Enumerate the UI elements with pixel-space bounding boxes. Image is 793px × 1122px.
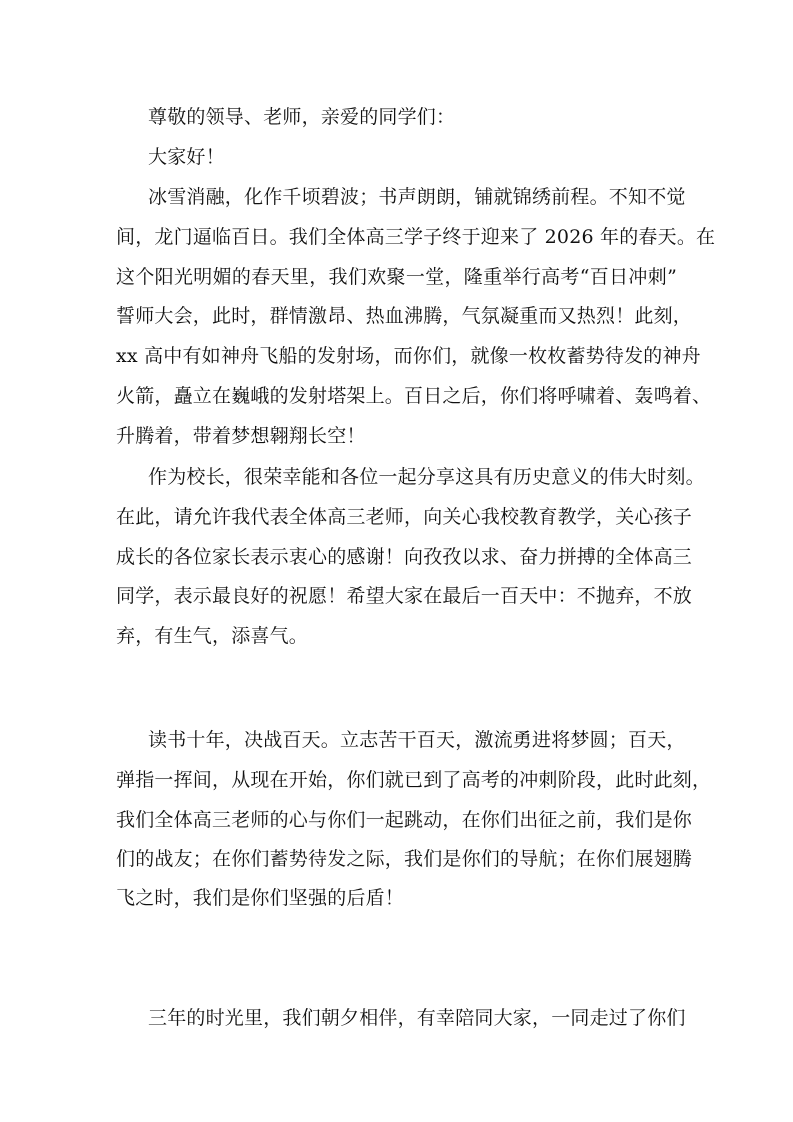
paragraph-line: 冰雪消融，化作千顷碧波；书声朗朗，铺就锦绣前程。不知不觉 bbox=[148, 186, 686, 208]
greeting: 大家好！ bbox=[148, 146, 225, 168]
paragraph-line: 作为校长，很荣幸能和各位一起分享这具有历史意义的伟大时刻。 bbox=[148, 466, 705, 488]
salutation: 尊敬的领导、老师，亲爱的同学们： bbox=[148, 106, 456, 128]
paragraph-line: 升腾着，带着梦想翱翔长空！ bbox=[116, 425, 366, 447]
paragraph-line: 我们全体高三老师的心与你们一起跳动，在你们出征之前，我们是你 bbox=[116, 809, 693, 831]
paragraph-line: 誓师大会，此时，群情激昂、热血沸腾，气氛凝重而又热烈！此刻， bbox=[116, 305, 693, 327]
paragraph-line: 间，龙门逼临百日。我们全体高三学子终于迎来了 2026 年的春天。在 bbox=[116, 226, 716, 248]
paragraph-line: 这个阳光明媚的春天里，我们欢聚一堂，隆重举行高考“百日冲刺” bbox=[116, 266, 677, 288]
paragraph-line: 同学，表示最良好的祝愿！希望大家在最后一百天中：不抛弃，不放 bbox=[116, 585, 693, 607]
paragraph-line: 火箭，矗立在巍峨的发射塔架上。百日之后，你们将呼啸着、轰鸣着、 bbox=[116, 385, 712, 407]
paragraph-line: 在此，请允许我代表全体高三老师，向关心我校教育教学，关心孩子 bbox=[116, 506, 693, 528]
paragraph-line: 飞之时，我们是你们坚强的后盾！ bbox=[116, 887, 405, 909]
paragraph-line: 弹指一挥间，从现在开始，你们就已到了高考的冲刺阶段，此时此刻， bbox=[116, 769, 712, 791]
paragraph-line: 成长的各位家长表示衷心的感谢！向孜孜以求、奋力拼搏的全体高三 bbox=[116, 546, 693, 568]
paragraph-line: xx 高中有如神舟飞船的发射场，而你们，就像一枚枚蓄势待发的神舟 bbox=[116, 345, 701, 367]
paragraph-line: 三年的时光里，我们朝夕相伴，有幸陪同大家，一同走过了你们 bbox=[148, 1007, 686, 1029]
paragraph-line: 读书十年，决战百天。立志苦干百天，激流勇进将梦圆；百天， bbox=[148, 729, 686, 751]
paragraph-line: 弃，有生气，添喜气。 bbox=[116, 625, 309, 647]
paragraph-line: 们的战友；在你们蓄势待发之际，我们是你们的导航；在你们展翅腾 bbox=[116, 848, 693, 870]
